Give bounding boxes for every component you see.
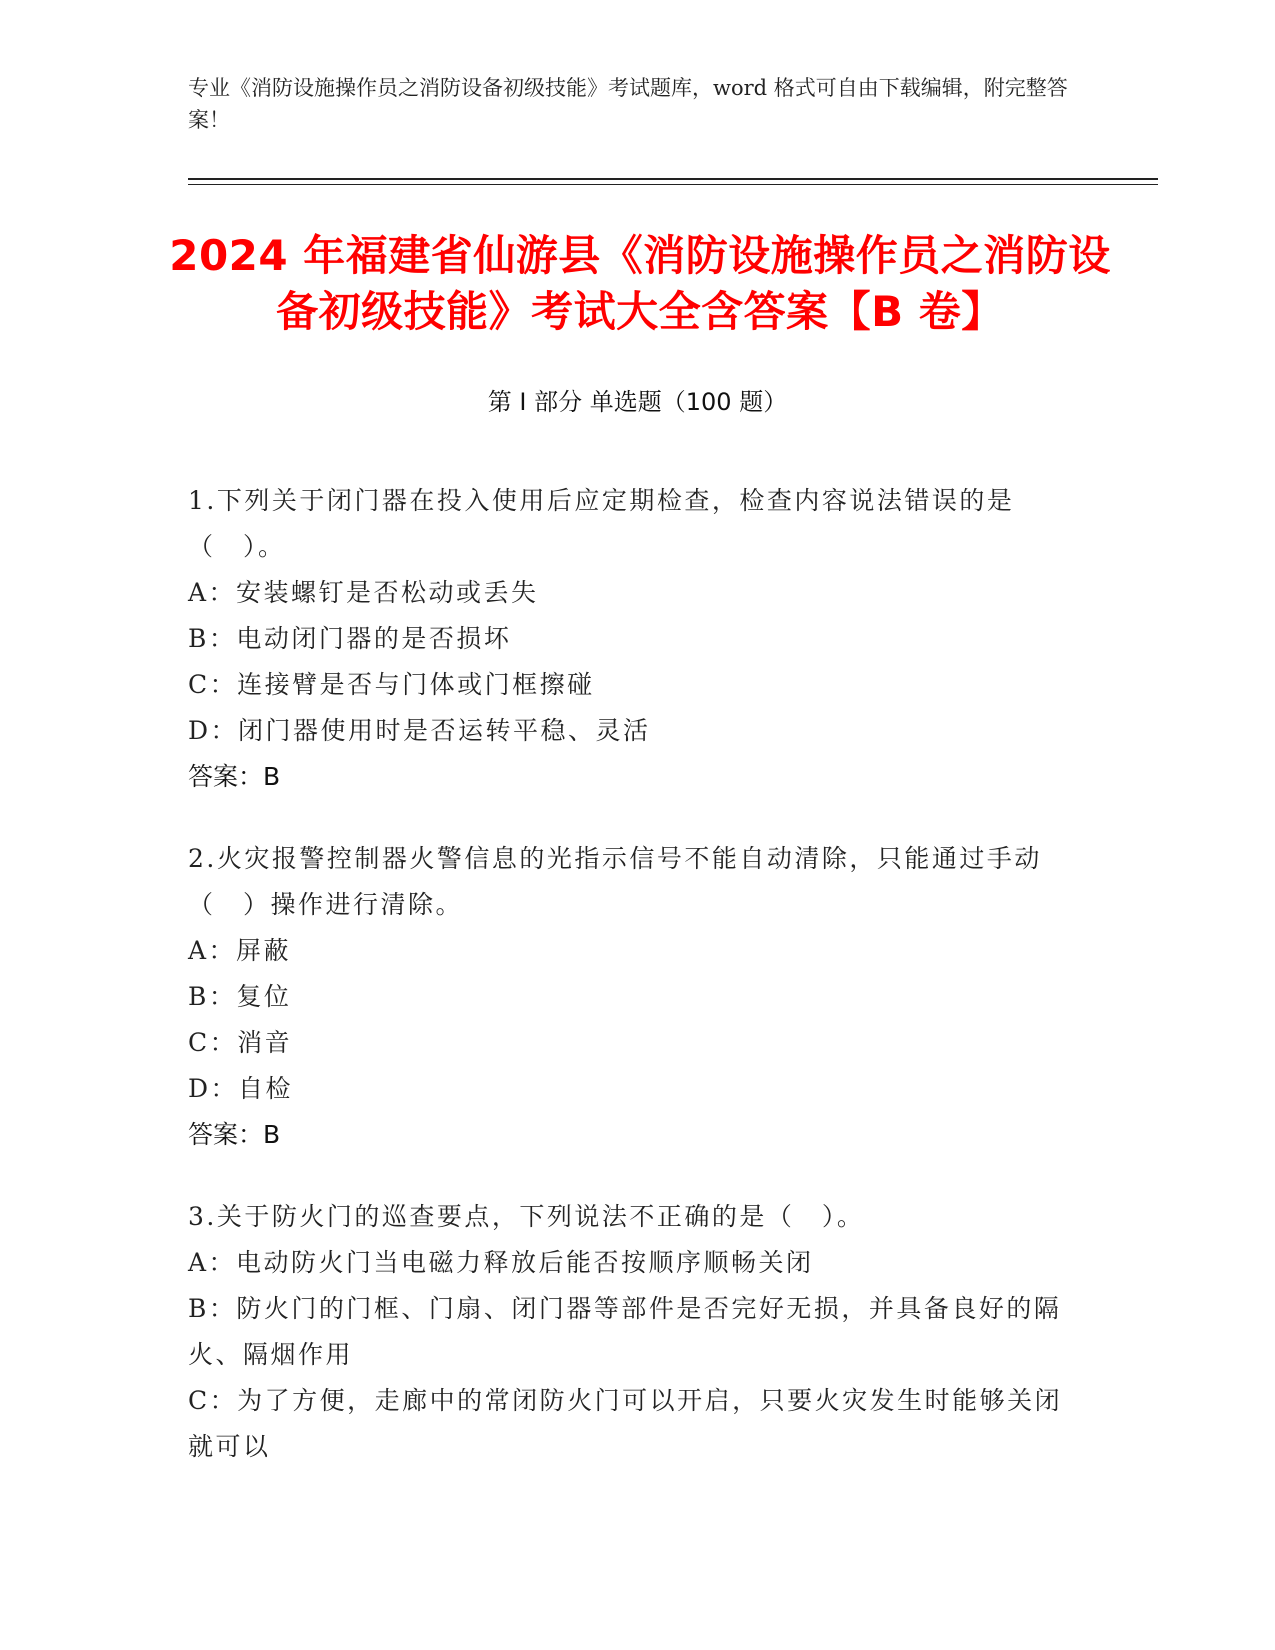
question-text: 2.火灾报警控制器火警信息的光指示信号不能自动清除，只能通过手动（ ）操作进行清除。 [188,844,1042,919]
option-c: C：消音 [188,1028,293,1057]
option-c: C：连接臂是否与门体或门框擦碰 [188,670,595,699]
answer-line: 答案：B [188,1120,281,1149]
answer-line: 答案：B [188,762,281,791]
header-note: 专业《消防设施操作员之消防设备初级技能》考试题库，word 格式可自由下载编辑，附完整答案！ [188,76,1068,132]
question-1 [188,478,1068,800]
option-d: D：自检 [188,1074,294,1103]
option-b: B：防火门的门框、门扇、闭门器等部件是否完好无损，并具备良好的隔火、隔烟作用 [188,1294,1062,1369]
question-3 [188,1194,1068,1470]
question-2 [188,836,1068,1158]
option-a: A：安装螺钉是否松动或丢失 [188,578,539,607]
question-text: 1.下列关于闭门器在投入使用后应定期检查，检查内容说法错误的是（ ）。 [188,486,1015,561]
option-b: B：复位 [188,982,292,1011]
document-title: 2024 年福建省仙游县《消防设施操作员之消防设备初级技能》考试大全含答案【B 卷】 [169,231,1111,336]
option-b: B：电动闭门器的是否损坏 [188,624,512,653]
header-divider-thin [188,184,1158,185]
option-a: A：电动防火门当电磁力释放后能否按顺序顺畅关闭 [188,1248,814,1277]
header-divider-thick [188,178,1158,180]
section-heading: 第 I 部分 单选题（100 题） [487,388,788,416]
question-list [188,478,1068,1506]
option-d: D：闭门器使用时是否运转平稳、灵活 [188,716,651,745]
option-a: A：屏蔽 [188,936,292,965]
option-c: C：为了方便，走廊中的常闭防火门可以开启，只要火灾发生时能够关闭就可以 [188,1386,1063,1461]
question-text: 3.关于防火门的巡查要点，下列说法不正确的是（ ）。 [188,1202,865,1231]
